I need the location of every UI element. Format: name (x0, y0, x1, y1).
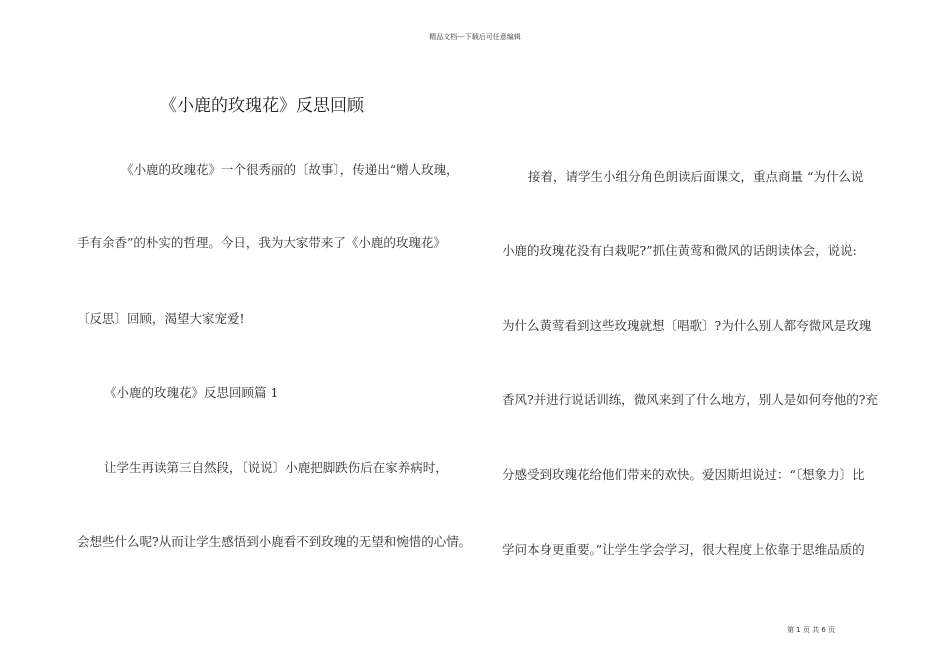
left-paragraph-line: 手有余香”的朴实的哲理。今日，我为大家带来了《小鹿的玫瑰花》 (77, 235, 446, 250)
left-paragraph-line: 会想些什么呢?从而让学生感悟到小鹿看不到玫瑰的无望和惋惜的心情。 (77, 534, 472, 549)
right-paragraph-line: 香风?并进行说话训练，微风来到了什么地方，别人是如何夸他的?充 (502, 392, 878, 407)
right-paragraph-line: 接着，请学生小组分角色朗读后面课文，重点商量 “为什么说 (528, 169, 864, 184)
left-paragraph-line: 《小鹿的玫瑰花》一个很秀丽的〔故事〕，传递出“赠人玫瑰， (121, 162, 459, 177)
section-heading: 《小鹿的玫瑰花》反思回顾篇 1 (104, 385, 279, 400)
left-paragraph-line: 〔反思〕回顾，渴望大家宠爱! (77, 311, 245, 326)
page-number: 第 1 页 共 6 页 (787, 626, 836, 634)
right-paragraph-line: 小鹿的玫瑰花没有白栽呢?”抓住黄莺和微风的话朗读体会，说说: (502, 243, 857, 258)
right-paragraph-line: 分感受到玫瑰花给他们带来的欢快。爱因斯坦说过：“〔想象力〕比 (502, 467, 865, 482)
right-paragraph-line: 学问本身更重要。”让学生学会学习，很大程度上依靠于思维品质的 (502, 542, 865, 557)
page-header: 精品文档---下载后可任意编辑 (429, 33, 521, 41)
document-title: 《小鹿的玫瑰花》反思回顾 (160, 96, 364, 116)
right-paragraph-line: 为什么黄莺看到这些玫瑰就想〔唱歌〕?为什么别人都夸微风是玫瑰 (502, 318, 872, 333)
left-paragraph-line: 让学生再读第三自然段，〔说说〕小鹿把脚跌伤后在家养病时， (104, 460, 448, 475)
